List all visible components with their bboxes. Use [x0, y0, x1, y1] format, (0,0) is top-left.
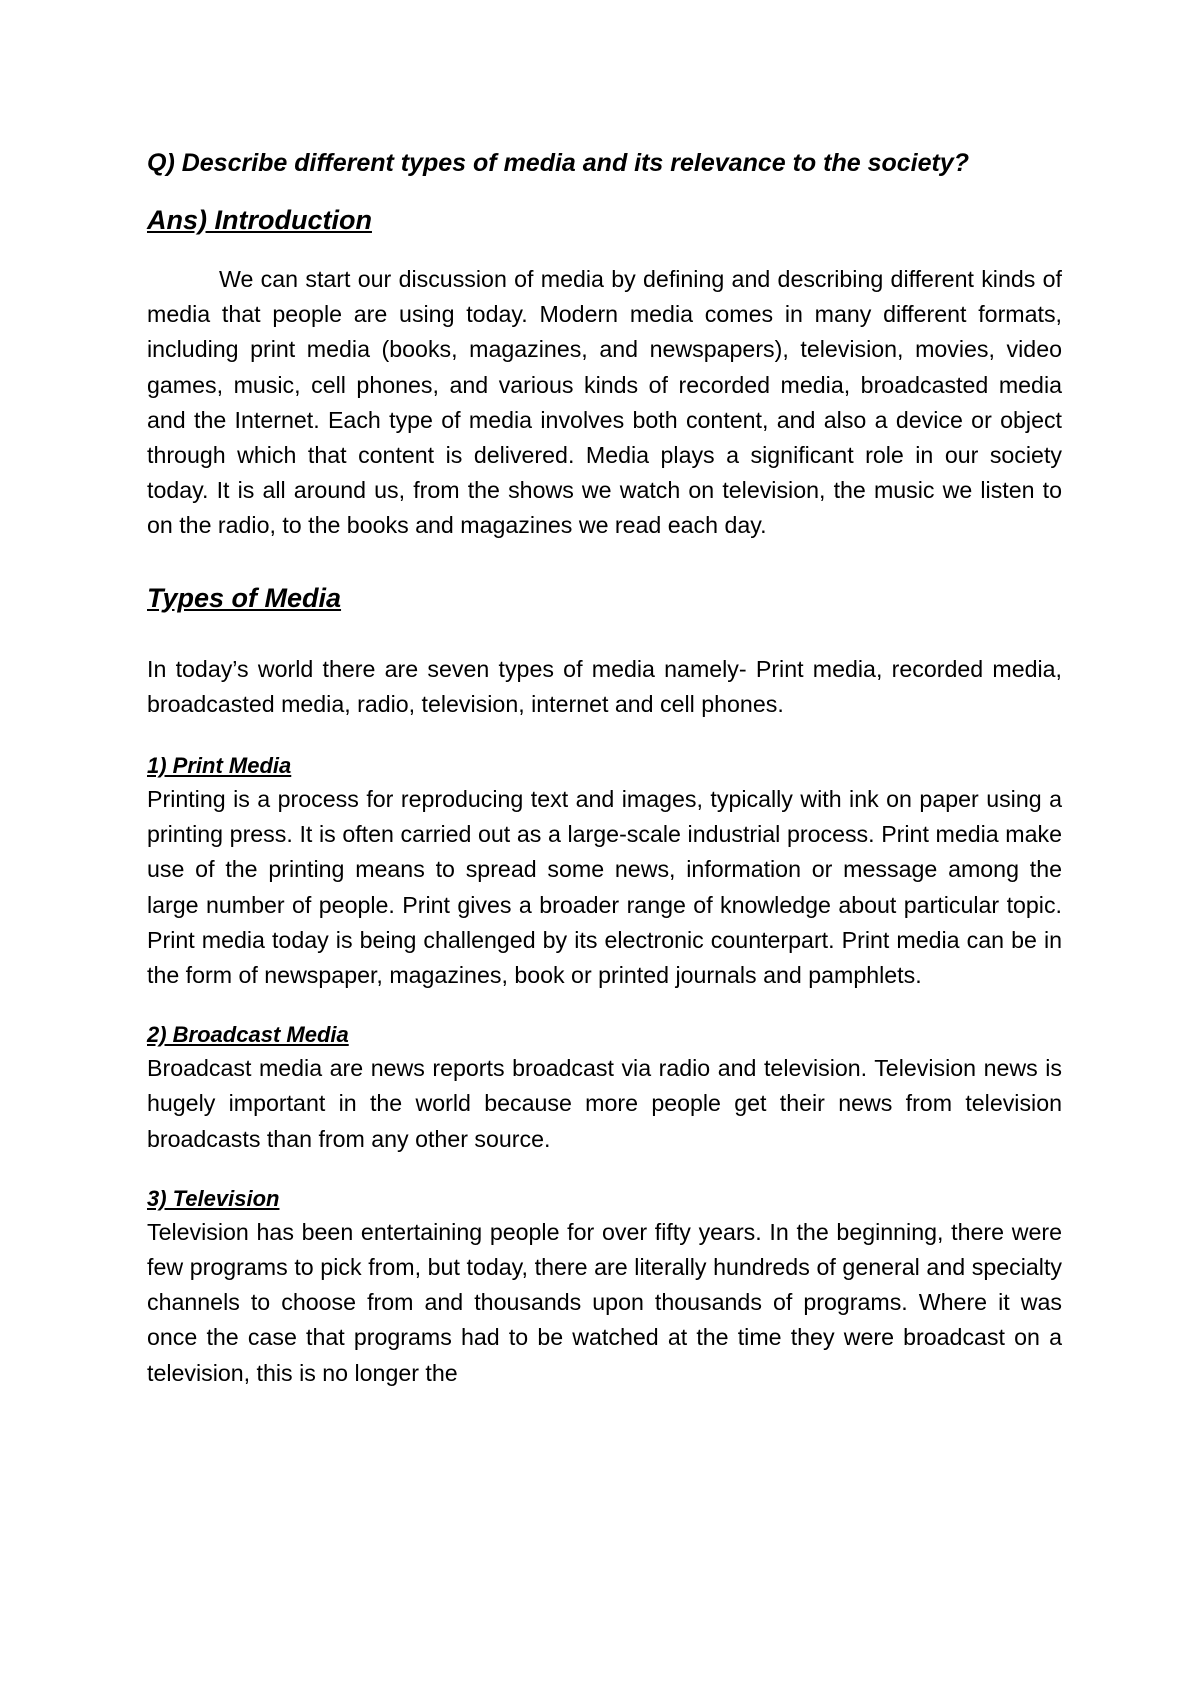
answer-heading: Ans) Introduction [147, 205, 372, 235]
section-heading: 3) Television [147, 1185, 280, 1211]
section-body: Printing is a process for reproducing text and images, typically with ink on paper using a printing press. It is often carried out as a large-scale industrial process. Print media make use of the printing means to spread some news, information or message among the large number of people. Print gives a broader range of knowledge about particular topic. Print media today is being challenged by its electronic counterpart. Print media can be in the form of newspaper, magazines, book or printed journals and pamphlets. [147, 786, 1062, 989]
section-body: Broadcast media are news reports broadcast via radio and television. Television news is hugely important in the world because more people get their news from television broadcasts than from any other source. [147, 1055, 1062, 1152]
section-print-media [147, 750, 1062, 993]
intro-paragraph: We can start our discussion of media by defining and describing different kinds of media that people are using today. Modern media comes in many different formats, including print media (books, magazines, and newspapers), television, movies, video games, music, cell phones, and various kinds of recorded media, broadcasted media and the Internet. Each type of media involves both content, and also a device or object through which that content is delivered. Media plays a significant role in our society today. It is all around us, from the shows we watch on television, the music we listen to on the radio, to the books and magazines we read each day. [147, 266, 1062, 539]
section-body: Television has been entertaining people for over fifty years. In the beginning, there were few programs to pick from, but today, there are literally hundreds of general and specialty channels to choose from and thousands upon thousands of programs. Where it was once the case that programs had to be watched at the time they were broadcast on a television, this is no longer the [147, 1218, 1062, 1386]
section-broadcast-media [147, 1019, 1062, 1157]
document-page [147, 142, 1062, 1417]
types-heading: Types of Media [147, 582, 342, 613]
types-intro-paragraph: In today’s world there are seven types of media namely- Print media, recorded media, broadcasted media, radio, television, internet and cell phones. [147, 655, 1062, 717]
section-heading: 1) Print Media [147, 753, 292, 779]
section-heading: 2) Broadcast Media [147, 1022, 349, 1048]
question-text: Q) Describe different types of media and its relevance to the society? [147, 149, 970, 177]
section-television [147, 1183, 1062, 1391]
